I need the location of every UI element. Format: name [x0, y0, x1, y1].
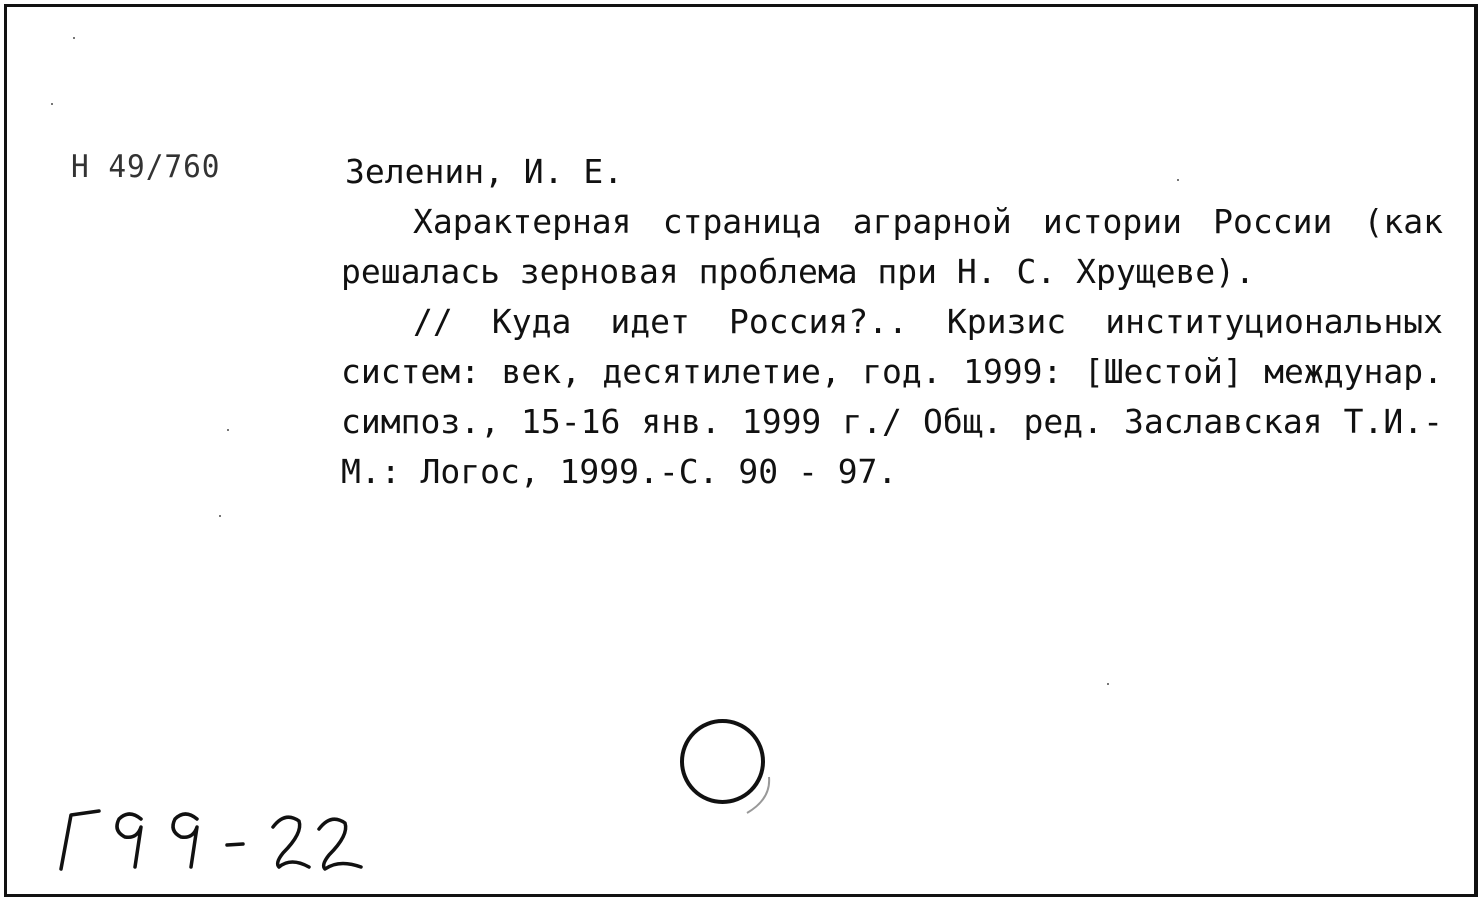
author: Зеленин, И. Е.: [345, 152, 624, 191]
speck: [1177, 179, 1179, 181]
speck: [73, 37, 75, 39]
shelfmark: Н 49/760: [71, 149, 221, 185]
catalog-card: [4, 4, 1478, 897]
article-title: Характерная страница аграрной истории России (как решалась зерновая проблема при Н. С. Хрущеве).: [341, 202, 1443, 291]
handwritten-code: [47, 797, 387, 877]
bibliographic-entry: [341, 147, 1443, 497]
speck: [1107, 683, 1109, 685]
source-description: // Куда идет Россия?.. Кризис институциональных систем: век, десятилетие, год. 1999: [Шестой] междунар. симпоз., 15-16 янв. 1999 г./ Общ. ред. Заславская Т.И.- М.: Логос, 1999.-С. 90 - 97.: [341, 302, 1443, 491]
speck: [51, 103, 53, 105]
speck: [219, 515, 221, 517]
speck: [227, 429, 229, 431]
punch-hole-shadow: [707, 737, 787, 817]
